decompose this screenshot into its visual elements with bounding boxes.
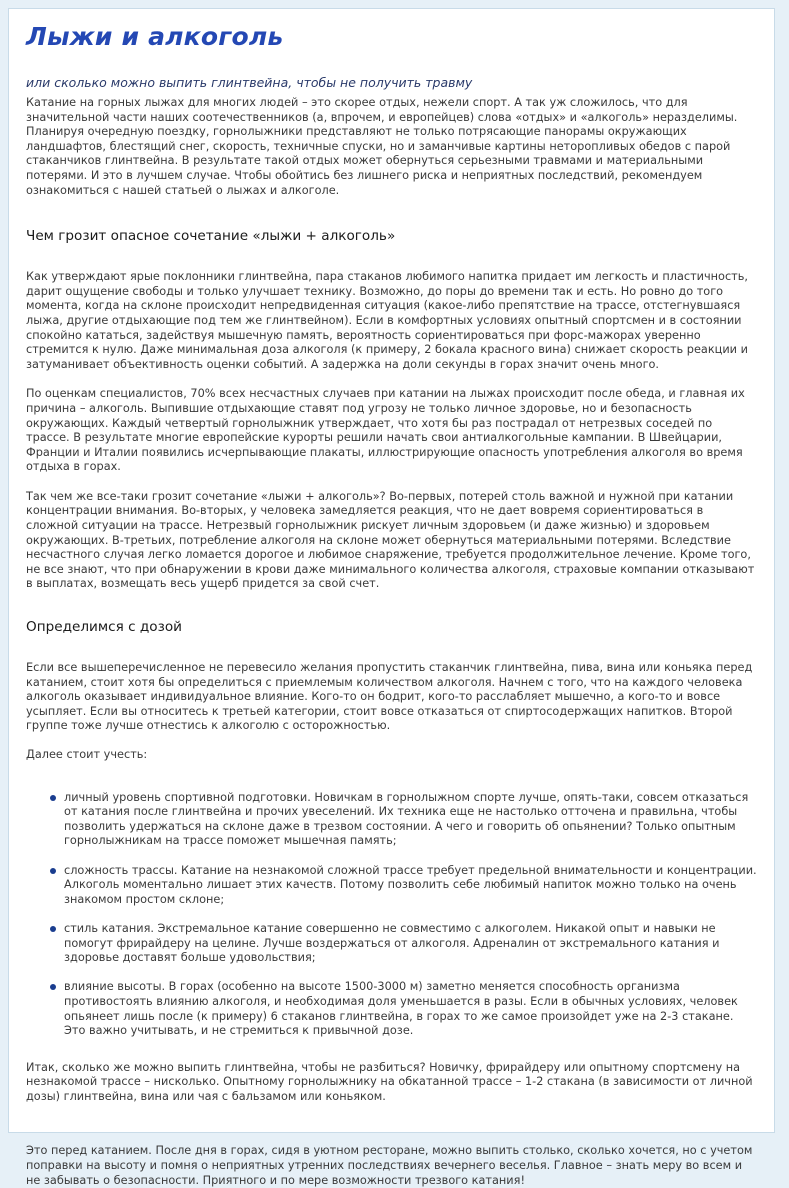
list-item [64, 980, 758, 1038]
section-heading-dose: Определимся с дозой [26, 619, 182, 636]
bullet-icon [50, 984, 56, 990]
intro-paragraph: Катание на горных лыжах для многих людей – это скорее отдых, нежели спорт. А так уж сложилось, что для значительной части наших соотечественников (а, впрочем, и европейцев) слова «отдых» и «алкоголь» неразделимы. Планируя очередную поездку, горнолыжники представляют не только потрясающие панорамы окружающих ландшафтов, блестящий снег, скорость, техничные спуски, но и заманчивые картины неторопливых обедов с парой стаканчиков глинтвейна. В результате такой отдых может обернуться серьезными травмами и материальными потерями. И это в лучшем случае. Чтобы обойтись без лишнего риска и неприятных последствий, рекомендуем ознакомиться с нашей статьей о лыжах и алкоголе. [26, 96, 738, 197]
section1-paragraph-3: Так чем же все-таки грозит сочетание «лыжи + алкоголь»? Во-первых, потерей столь важной и нужной при катании концентрации внимания. Во-вторых, у человека замедляется реакция, что не дает вовремя сориентироваться в сложной ситуации на трассе. Нетрезвый горнолыжник рискует личным здоровьем (и даже жизнью) и здоровьем окружающих. В-третьих, потребление алкоголя на склоне может обернуться материальными потерями. Вследствие несчастного случая легко ломается дорогое и любимое снаряжение, требуется продолжительное лечение. Кроме того, не все знают, что при обнаружении в крови даже минимального количества алкоголя, страховые компании отказывают в выплатах, возмещать весь ущерб придется за свой счет. [26, 489, 755, 591]
factors-list [26, 791, 758, 1039]
final-paragraph: Это перед катанием. После дня в горах, сидя в уютном ресторане, можно выпить столько, сколько хочется, но с учетом поправки на высоту и помня о неприятных утренних последствиях вечернего веселья. Главное – знать меру во всем и не забывать о безопасности. Приятного и по мере возможности трезвого катания! [26, 1144, 753, 1187]
list-intro: Далее стоит учесть: [26, 748, 148, 761]
bullet-icon [50, 868, 56, 874]
list-item [64, 864, 758, 908]
list-item [64, 791, 758, 849]
list-item-text: влияние высоты. В горах (особенно на высоте 1500-3000 м) заметно меняется способность организма противостоять влиянию алкоголя, и необходимая доля уменьшается в разы. Если в обычных условиях, человек опьянеет лишь после (к примеру) 6 стаканов глинтвейна, в горах то же самое произойдет уже на 2-3 стакане. Это важно учитывать, и не стремиться к привычной дозе. [64, 980, 738, 1038]
bullet-icon [50, 795, 56, 801]
section2-paragraph: Если все вышеперечисленное не перевесило желания пропустить стаканчик глинтвейна, пива, вина или коньяка перед катанием, стоит хотя бы определиться с приемлемым количеством алкоголя. Начнем с того, что на каждого человека алкоголь оказывает индивидуальное влияние. Кого-то он бодрит, кого-то расслабляет мышечно, а кого-то и вовсе усыпляет. Если вы относитесь к третьей категории, стоит вовсе отказаться от спиртосодержащих напитков. Второй группе тоже лучше отнестись к алкоголю с осторожностью. [26, 661, 753, 733]
list-item [64, 922, 758, 966]
page-title: Лыжи и алкоголь [26, 22, 284, 51]
list-item-text: личный уровень спортивной подготовки. Новичкам в горнолыжном спорте лучше, опять-таки, совсем отказаться от катания после глинтвейна и прочих увеселений. Их техника еще не настолько отточена и правильна, чтобы позволить удержаться на склоне даже в трезвом состоянии. А чего и говорить об опьянении? Только опытным горнолыжникам на трассе поможет мышечная память; [64, 790, 749, 848]
section-heading-danger: Чем грозит опасное сочетание «лыжи + алкоголь» [26, 228, 396, 245]
section1-paragraph-1: Как утверждают ярые поклонники глинтвейна, пара стаканов любимого напитка придает им легкость и пластичность, дарит ощущение свободы и только улучшает технику. Возможно, до поры до времени так и есть. Но ровно до того момента, когда на склоне происходит непредвиденная ситуация (какое-либо препятствие на трассе, отстегнувшаяся лыжа, другие отдыхающие под тем же глинтвейном). Если в комфортных условиях опытный спортсмен и в состоянии спокойно кататься, задействуя мышечную память, вероятность сориентироваться при форс-мажорах уверенно стремится к нулю. Даже минимальная доза алкоголя (к примеру, 2 бокала красного вина) снижает скорость реакции и затуманивает объективность оценки событий. А задержка на доли секунды в горах значит очень много. [26, 270, 749, 371]
section1-paragraph-2: По оценкам специалистов, 70% всех несчастных случаев при катании на лыжах происходит после обеда, и главная их причина – алкоголь. Выпившие отдыхающие ставят под угрозу не только личное здоровье, но и безопасность окружающих. Каждый четвертый горнолыжник утверждает, что хотя бы раз пострадал от нетрезвых соседей по трассе. В результате многие европейские курорты решили начать свои антиалкогольные кампании. В Швейцарии, Франции и Италии появились исчерпывающие плакаты, иллюстрирующие опасность употребления алкоголя во время отдыха в горах. [26, 387, 745, 474]
page-subtitle: или сколько можно выпить глинтвейна, чтобы не получить травму [26, 75, 473, 90]
conclusion-paragraph: Итак, сколько же можно выпить глинтвейна, чтобы не разбиться? Новичку, фрирайдеру или опытному спортсмену на незнакомой трассе – нисколько. Опытному горнолыжнику на обкатанной трассе – 1-2 стакана (в зависимости от личной дозы) глинтвейна, вина или чая с бальзамом или коньяком. [26, 1060, 753, 1103]
bullet-icon [50, 926, 56, 932]
list-item-text: стиль катания. Экстремальное катание совершенно не совместимо с алкоголем. Никакой опыт и навыки не помогут фрирайдеру на целине. Лучше воздержаться от алкоголя. Адреналин от экстремального катания и здоровье доставят больше удовольствия; [64, 921, 720, 965]
list-item-text: сложность трассы. Катание на незнакомой сложной трассе требует предельной внимательности и концентрации. Алкоголь моментально лишает этих качеств. Потому позволить себе любимый напиток можно только на очень знакомом простом склоне; [64, 863, 757, 906]
article-page [8, 8, 775, 1187]
